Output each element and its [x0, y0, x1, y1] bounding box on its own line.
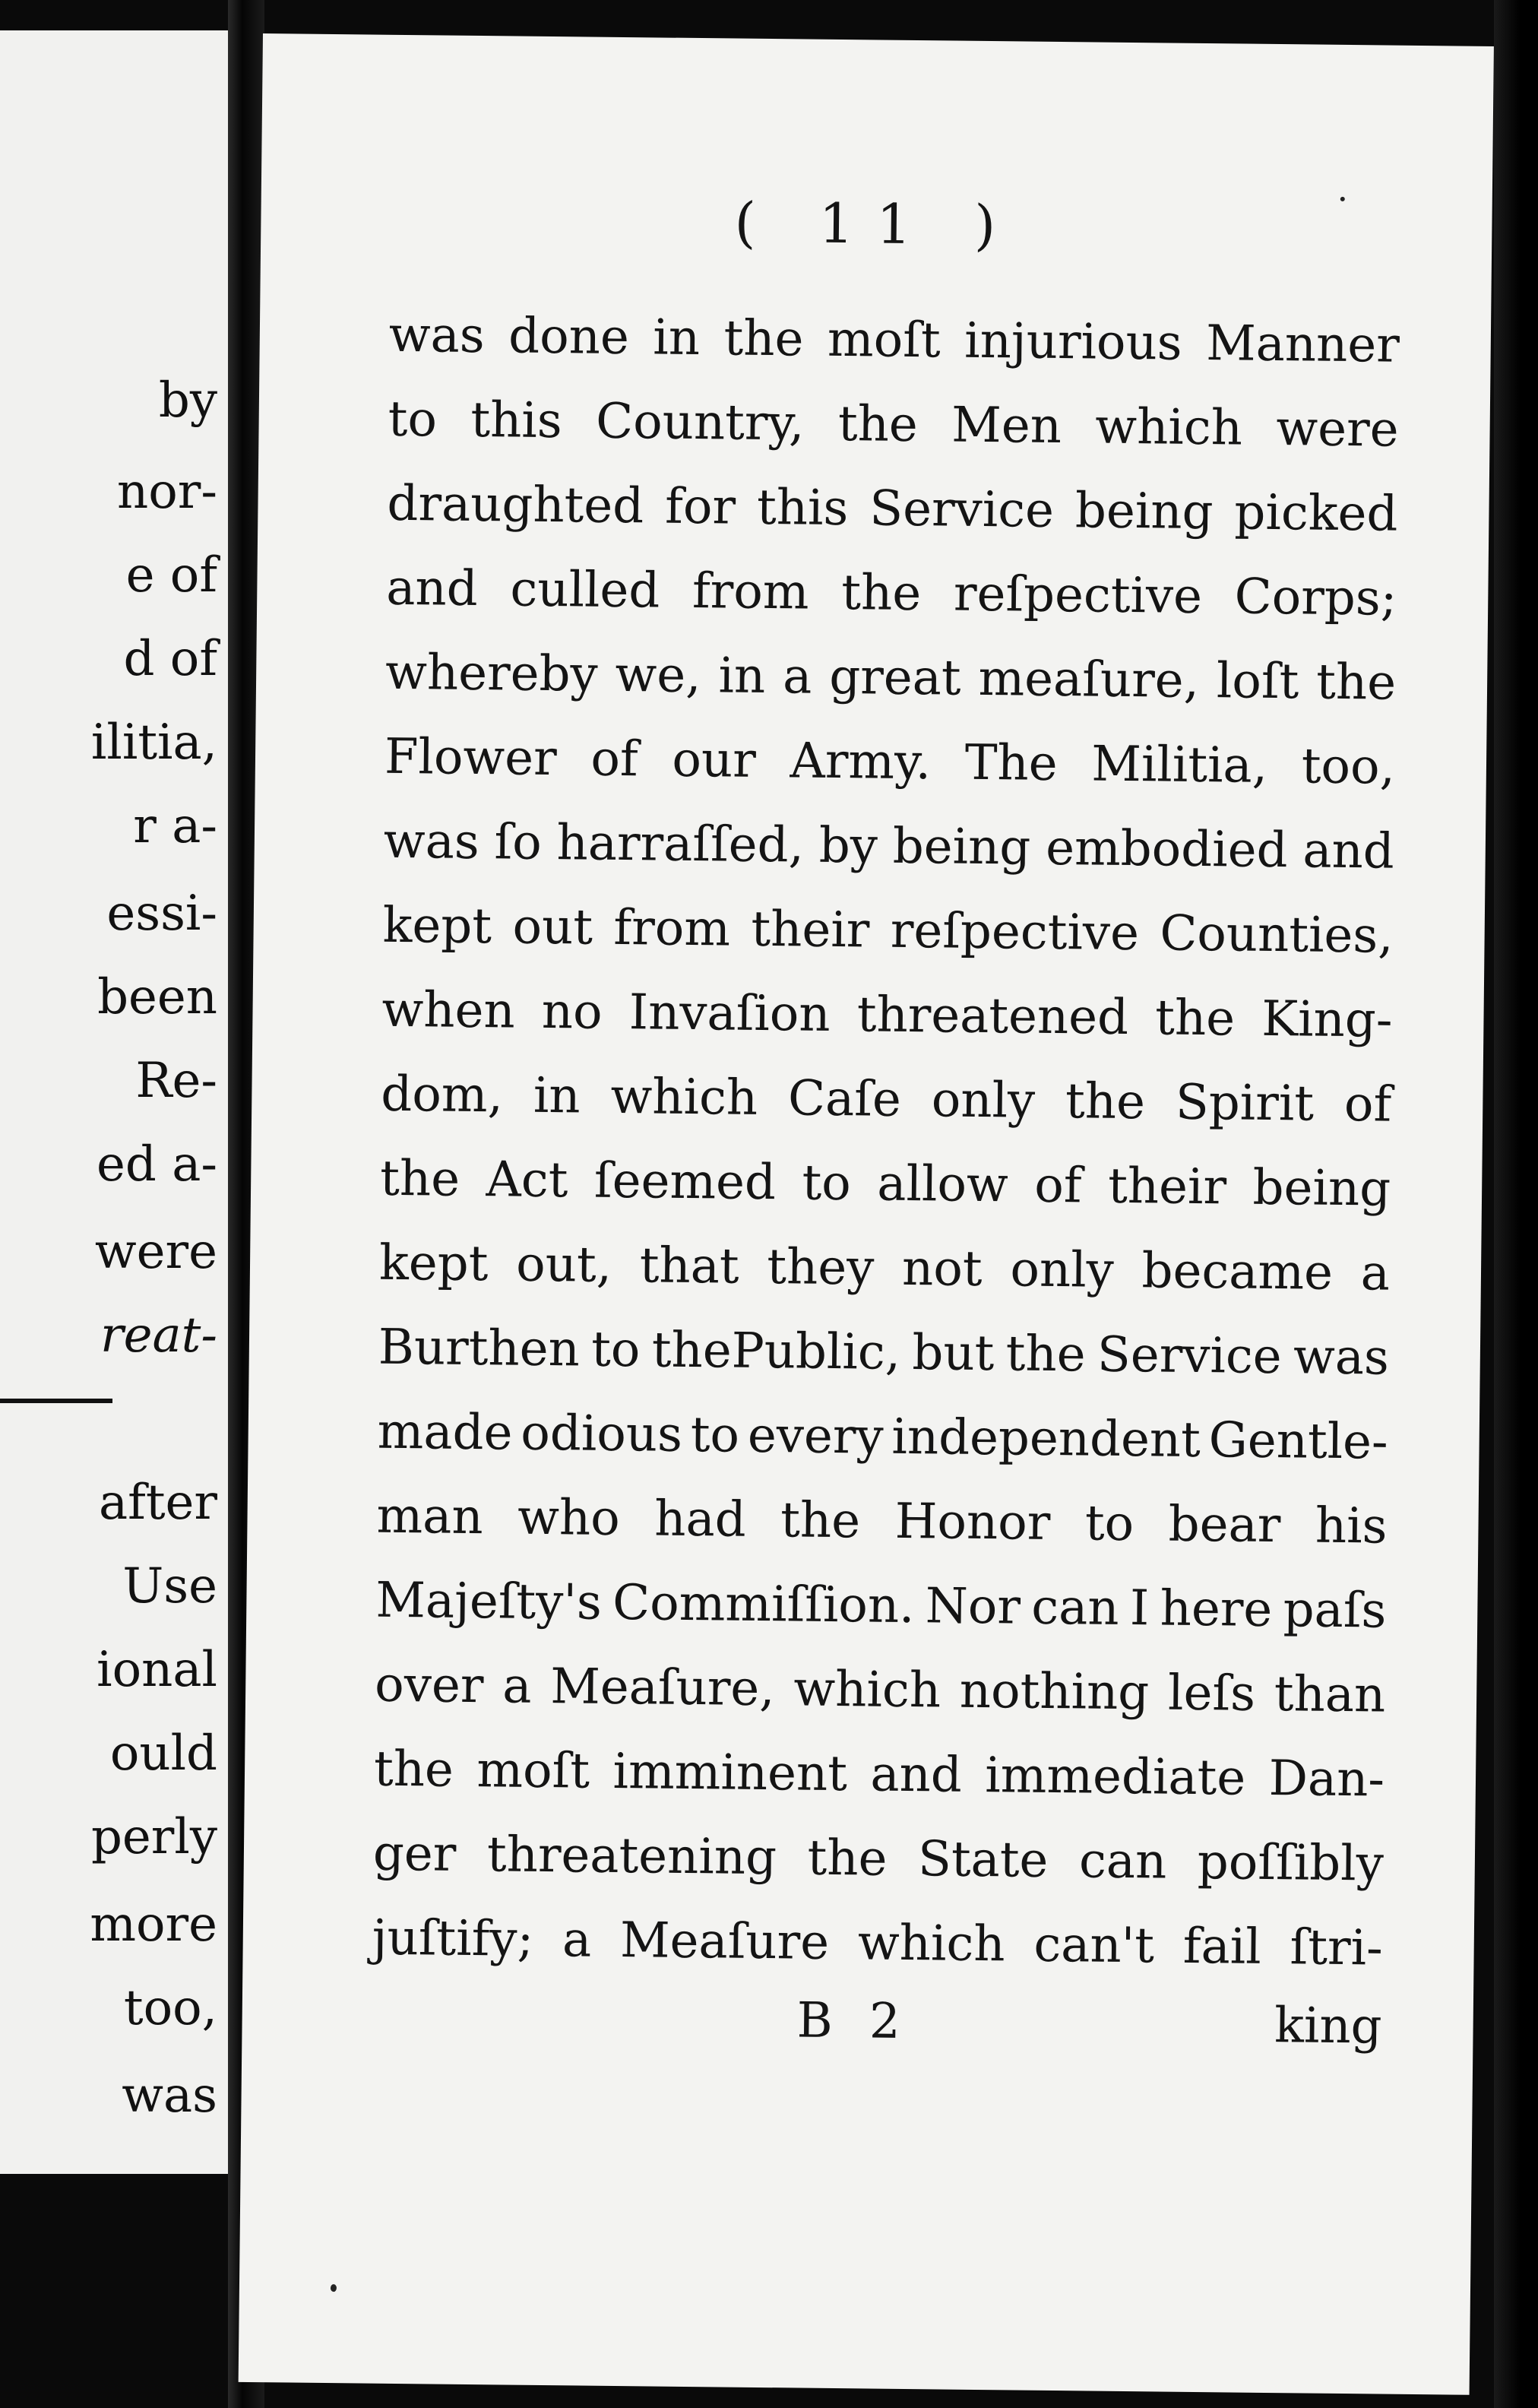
text-line: draughted for this Service being picked: [387, 475, 1398, 543]
facing-page-line: essi-: [106, 886, 217, 942]
facing-page-line: e of: [125, 547, 217, 604]
text-line: ger threatening the State can poſſibly: [372, 1825, 1385, 1893]
text-line: the moſt imminent and immediate Dan-: [373, 1741, 1385, 1808]
facing-page-line: ilitia,: [90, 714, 217, 771]
facing-page-line: reat-: [100, 1307, 217, 1364]
text-line: was done in the moſt injurious Manner: [388, 306, 1400, 374]
text-line: was ſo harraſſed, by being embodied and: [383, 813, 1395, 880]
text-line: kept out, that they not only became a: [378, 1234, 1391, 1302]
text-line: Flower of our Army. The Militia, too,: [384, 728, 1396, 796]
ink-speck: [331, 2284, 337, 2292]
page-body-text: [372, 293, 1400, 1991]
facing-page-line: ould: [109, 1725, 217, 1782]
section-divider-rule: [0, 1399, 112, 1403]
text-line: juſtify; a Meaſure which can't fail ſtri-: [372, 1909, 1384, 1977]
text-line: Burthen to thePublic, but the Service was: [378, 1319, 1390, 1386]
facing-page-line: nor-: [117, 464, 217, 520]
facing-page-line: by: [158, 372, 217, 429]
text-line: whereby we, in a great meaſure, loſt the: [384, 644, 1397, 711]
facing-page-line: ional: [97, 1642, 217, 1698]
facing-page-line: ed a-: [97, 1136, 217, 1193]
text-line: Majeſty's Commiſſion. Nor can I here paſs: [375, 1572, 1387, 1640]
facing-page-line: was: [122, 2067, 217, 2124]
facing-page-line: Re-: [135, 1053, 217, 1109]
text-line: to this Country, the Men which were: [388, 391, 1399, 458]
text-line: made odious to every independent Gentle-: [377, 1403, 1389, 1471]
text-line: the Act ſeemed to allow of their being: [379, 1150, 1391, 1218]
page-edge-shadow: [1494, 0, 1538, 2408]
text-line: and culled from the reſpective Corps;: [385, 559, 1397, 627]
facing-page-line: been: [97, 969, 217, 1025]
page-11: [239, 33, 1494, 2395]
facing-page-line: more: [90, 1896, 217, 1953]
facing-page-line: r a-: [133, 798, 217, 854]
page-footer: [372, 1988, 1383, 2055]
text-line: man who had the Honor to bear his: [376, 1488, 1388, 1555]
facing-page-line: were: [94, 1224, 217, 1280]
facing-page-left: [0, 30, 228, 2174]
facing-page-line: too,: [123, 1980, 217, 2036]
ink-speck: [1340, 197, 1345, 201]
text-line: dom, in which Caſe only the Spirit of: [381, 1066, 1392, 1133]
page-number-header: ( 11 ): [734, 190, 1019, 258]
facing-page-line: d of: [123, 631, 217, 687]
text-line: kept out from their reſpective Counties,: [382, 897, 1394, 965]
text-line: over a Meaſure, which nothing leſs than: [374, 1656, 1386, 1724]
signature-mark: B 2: [796, 1992, 912, 2051]
facing-page-line: perly: [90, 1809, 217, 1865]
catchword: king: [1274, 1998, 1383, 2055]
facing-page-line: after: [98, 1475, 217, 1531]
facing-page-line: Use: [122, 1558, 217, 1614]
text-line: when no Invaſion threatened the King-: [381, 981, 1393, 1049]
